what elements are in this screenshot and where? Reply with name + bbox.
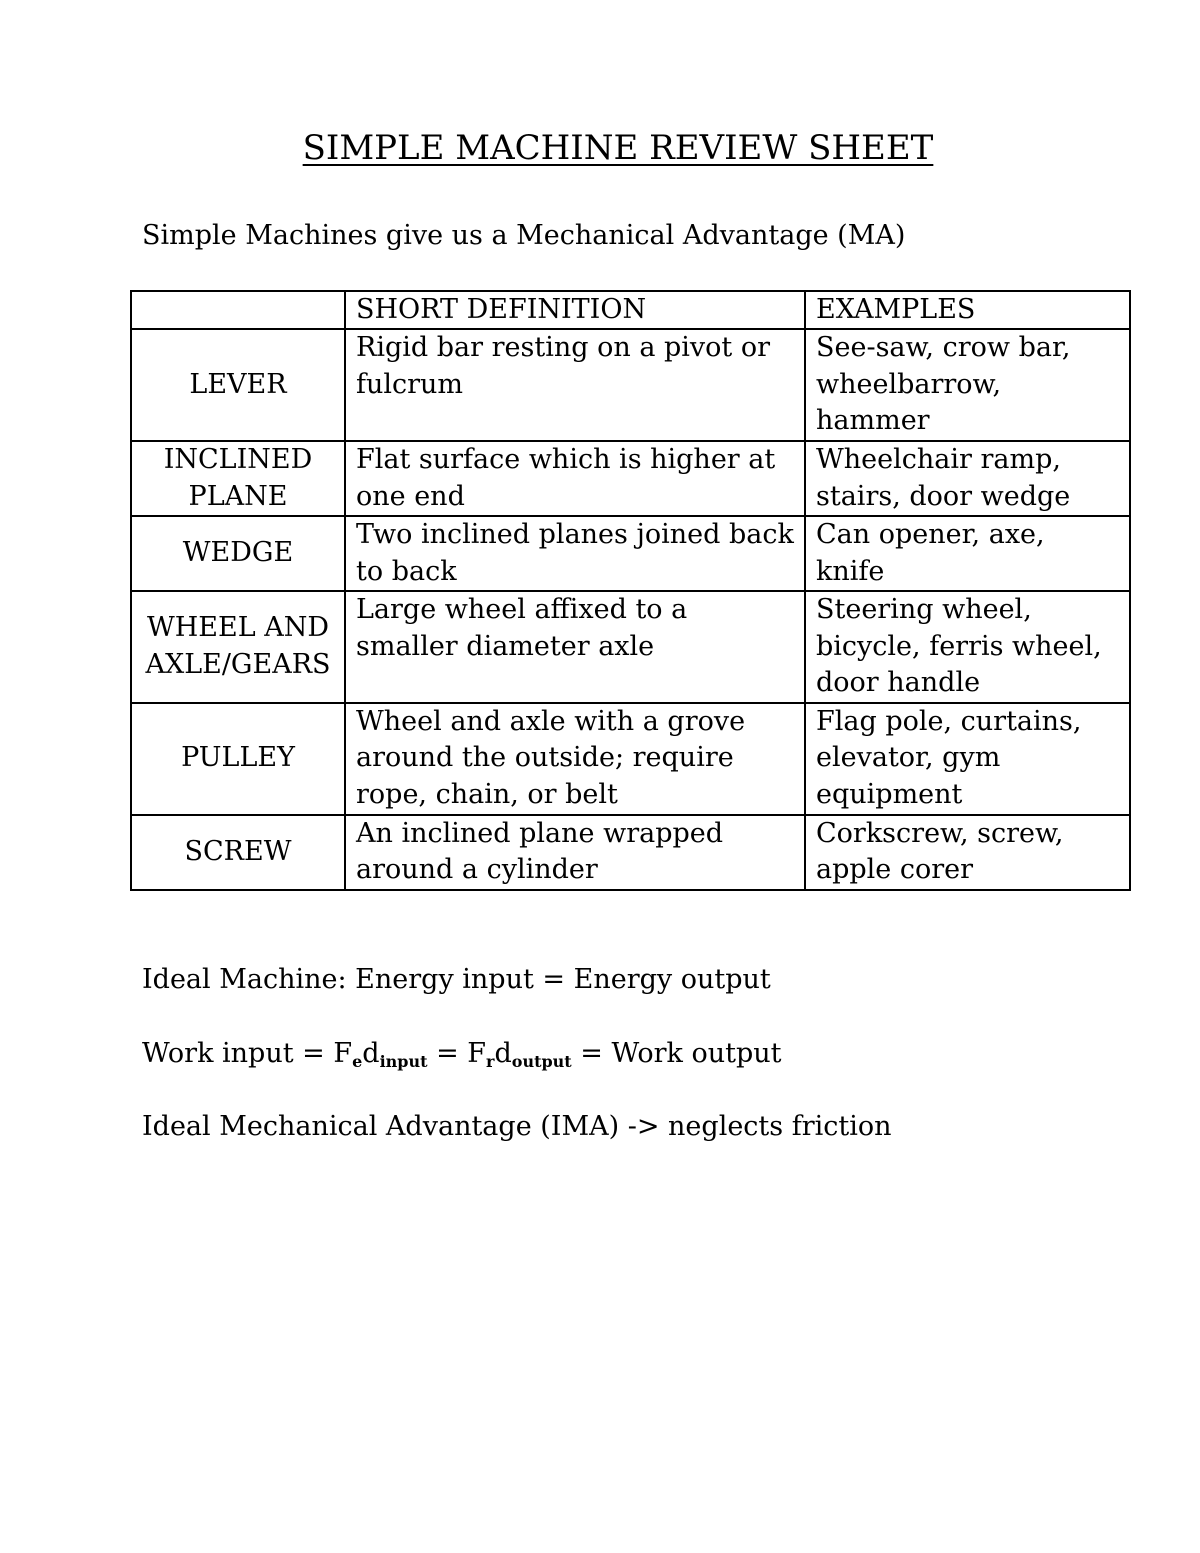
machine-name-cell: WEDGE [131,516,345,591]
header-cell-blank [131,291,345,329]
table-row [131,703,1130,815]
subscript-e: e [352,1052,363,1071]
table-header-row [131,291,1130,329]
work-equation-d2: d [494,1038,512,1069]
ima-line: Ideal Mechanical Advantage (IMA) -> neglects friction [142,1111,892,1142]
machine-name-cell: INCLINED PLANE [131,441,345,516]
definition-cell: Rigid bar resting on a pivot or fulcrum [345,329,805,441]
definition-cell: Wheel and axle with a grove around the outside; require rope, chain, or belt [345,703,805,815]
examples-cell: Wheelchair ramp, stairs, door wedge [805,441,1130,516]
ideal-machine-line: Ideal Machine: Energy input = Energy output [142,964,771,995]
table-row [131,441,1130,516]
examples-cell: Corkscrew, screw, apple corer [805,815,1130,890]
machine-name-cell: PULLEY [131,703,345,815]
subscript-r: r [486,1052,495,1071]
definition-cell: Two inclined planes joined back to back [345,516,805,591]
work-equation-mid: = F [427,1038,487,1069]
machine-name-cell: LEVER [131,329,345,441]
machine-name-cell: WHEEL AND AXLE/GEARS [131,591,345,703]
table-row [131,516,1130,591]
definition-cell: Large wheel affixed to a smaller diameter axle [345,591,805,703]
examples-cell: See-saw, crow bar, wheelbarrow, hammer [805,329,1130,441]
work-equation-suffix: = Work output [571,1038,782,1069]
work-equation-line [142,1036,782,1075]
definition-cell: Flat surface which is higher at one end [345,441,805,516]
table-row [131,815,1130,890]
work-equation-d1: d [362,1038,380,1069]
work-equation-prefix: Work input = F [142,1038,353,1069]
examples-cell: Steering wheel, bicycle, ferris wheel, door handle [805,591,1130,703]
page-title: SIMPLE MACHINE REVIEW SHEET [302,128,934,168]
header-cell-definition: SHORT DEFINITION [345,291,805,329]
header-cell-examples: EXAMPLES [805,291,1130,329]
intro-text: Simple Machines give us a Mechanical Advantage (MA) [142,220,906,251]
simple-machines-table [130,290,1131,891]
subscript-input: input [379,1052,428,1071]
table-row [131,329,1130,441]
subscript-output: output [511,1052,572,1071]
machine-name-cell: SCREW [131,815,345,890]
definition-cell: An inclined plane wrapped around a cylinder [345,815,805,890]
table-row [131,591,1130,703]
examples-cell: Can opener, axe, knife [805,516,1130,591]
examples-cell: Flag pole, curtains, elevator, gym equipment [805,703,1130,815]
